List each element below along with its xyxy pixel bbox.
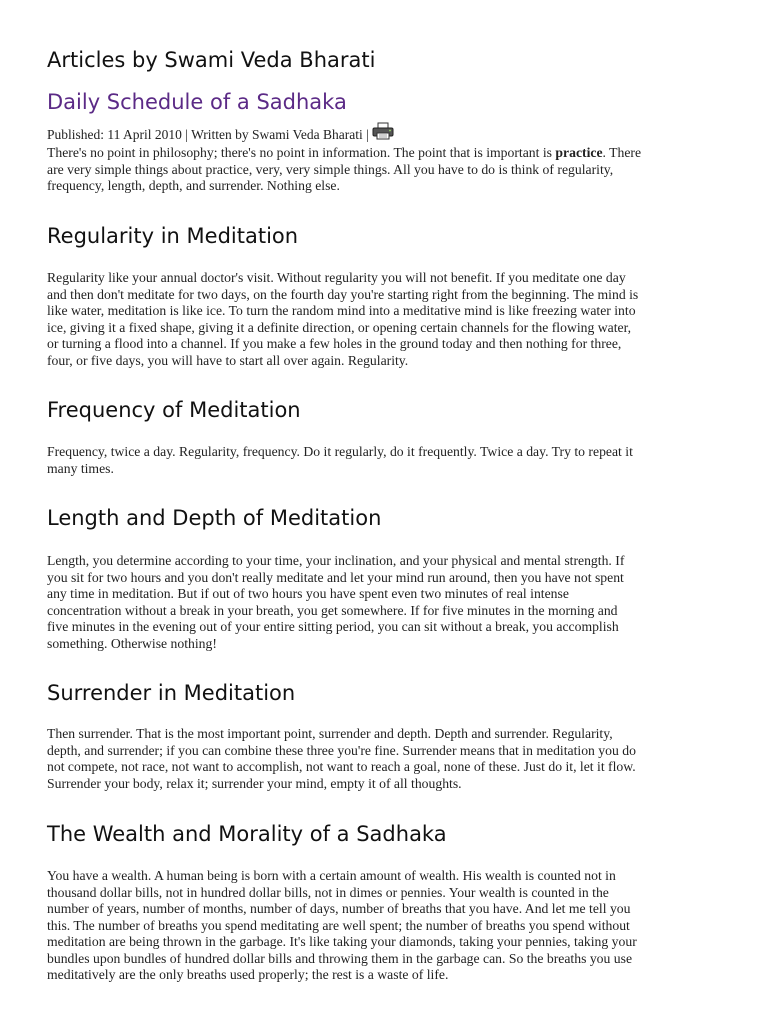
printer-icon[interactable] xyxy=(372,122,394,140)
section-text-frequency xyxy=(47,444,727,477)
text-line: meditation are being thrown in the garbage. It's like taking your diamonds, taking your pennies, taking your xyxy=(47,934,637,949)
practice-emphasis: practice xyxy=(555,145,603,160)
text-line: You have a wealth. A human being is born with a certain amount of wealth. His wealth is counted not in xyxy=(47,868,616,883)
article-title[interactable]: Daily Schedule of a Sadhaka xyxy=(47,90,347,114)
site-title: Articles by Swami Veda Bharati xyxy=(47,48,376,72)
text-line: ice, giving it a fixed shape, giving it a definite direction, or opening certain channels for the flowing water, xyxy=(47,319,632,335)
section-heading-length-depth: Length and Depth of Meditation xyxy=(47,506,382,530)
intro-line: There's no point in philosophy; there's no point in information. The point that is important is practice. There xyxy=(47,145,642,160)
section-text-regularity xyxy=(47,270,727,369)
published-info: Published: 11 April 2010 | Written by Swami Veda Bharati | xyxy=(47,126,369,142)
article-meta xyxy=(47,125,394,143)
intro-line: are very simple things about practice, very, very simple things. All you have to do is think of regularity, xyxy=(47,161,614,177)
text-line: this. The number of breaths you spend meditating are well spent; the number of breaths you spend without xyxy=(47,917,630,933)
intro-paragraph xyxy=(47,145,727,195)
text-line: something. Otherwise nothing! xyxy=(47,635,217,651)
text-line: meditatively are the only breaths used properly; the rest is a waste of life. xyxy=(47,967,449,982)
text-line: many times. xyxy=(47,460,114,476)
section-text-length-depth xyxy=(47,553,727,652)
text-line: concentration without a break in your breath, you get somewhere. If for five minutes in the morning and xyxy=(47,602,618,618)
text-line: and then don't meditate for two days, on the fourth day you're starting right from the beginning. The mind is xyxy=(47,286,639,302)
text-line: Surrender your body, relax it; surrender your mind, empty it of all thoughts. xyxy=(47,775,462,791)
section-heading-surrender: Surrender in Meditation xyxy=(47,681,296,705)
text-line: not compete, not race, not want to accomplish, not want to reach a goal, none of these. Just do it, let it flow. xyxy=(47,759,636,774)
text-line: Frequency, twice a day. Regularity, frequency. Do it regularly, do it frequently. Twice a day. Try to repeat it xyxy=(47,444,633,459)
text-line: bundles upon bundles of hundred dollar bills and throwing them in the garbage can. So the breaths you use xyxy=(47,950,633,966)
text-line: any time in meditation. But if out of two hours you have spent even two minutes of real intense xyxy=(47,586,569,601)
text-line: thousand dollar bills, not in hundred dollar bills, not in dimes or pennies. Your wealth is counted in the xyxy=(47,884,609,900)
text-line: five minutes in the evening out of your entire sitting period, you can sit without a break, you accomplish xyxy=(47,619,619,634)
intro-line: frequency, length, depth, and surrender. Nothing else. xyxy=(47,178,340,193)
section-heading-wealth-morality: The Wealth and Morality of a Sadhaka xyxy=(47,822,447,846)
text-line: Regularity like your annual doctor's visit. Without regularity you will not benefit. If you meditate one day xyxy=(47,270,626,285)
text-line: number of years, number of months, number of days, number of breaths that you have. And let me tell you xyxy=(47,901,631,916)
text-line: you sit for two hours and you don't really meditate and let your mind run around, then you have not spent xyxy=(47,569,624,585)
section-heading-frequency: Frequency of Meditation xyxy=(47,398,301,422)
section-text-surrender xyxy=(47,726,727,792)
text-line: depth, and surrender; if you can combine these three you're fine. Surrender means that in meditation you do xyxy=(47,742,636,758)
section-heading-regularity: Regularity in Meditation xyxy=(47,224,299,248)
text-line: like water, meditation is like ice. To turn the random mind into a meditative mind is like freezing water into xyxy=(47,303,636,318)
text-line: Length, you determine according to your time, your inclination, and your physical and mental strength. If xyxy=(47,553,625,568)
text-line: four, or five days, you will have to start all over again. Regularity. xyxy=(47,352,409,368)
section-text-wealth-morality xyxy=(47,868,727,984)
text-line: or turning a flood into a channel. If you make a few holes in the ground today and then nothing for three, xyxy=(47,336,622,351)
text-line: Then surrender. That is the most important point, surrender and depth. Depth and surrender. Regularity, xyxy=(47,726,613,741)
